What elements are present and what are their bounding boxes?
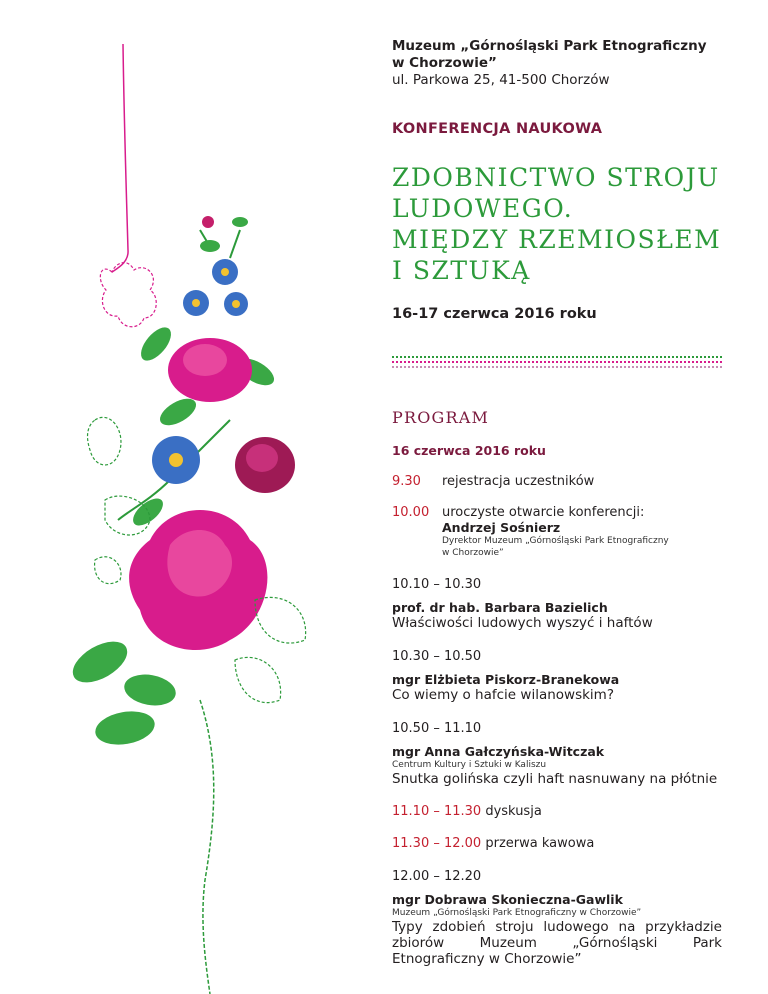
program-item xyxy=(392,505,722,559)
title-line-3: MIĘDZY RZEMIOSŁEM xyxy=(392,225,722,254)
item-time: 11.30 – 12.00 xyxy=(392,836,482,851)
dotted-divider xyxy=(392,356,722,368)
program-item xyxy=(392,836,722,851)
pink-rose-large xyxy=(129,510,267,650)
museum-name-line1: Muzeum „Górnośląski Park Etnograficzny xyxy=(392,38,707,54)
item-text: dyskusja xyxy=(485,804,542,819)
program-item xyxy=(392,649,722,703)
item-time: 10.10 – 10.30 xyxy=(392,577,482,592)
dashed-bud-outline xyxy=(100,263,156,327)
speaker-affiliation-cont: w Chorzowie” xyxy=(442,548,504,558)
museum-address: ul. Parkowa 25, 41-500 Chorzów xyxy=(392,72,610,88)
conference-title xyxy=(392,162,722,286)
speaker-name: mgr Anna Gałczyńska-Witczak xyxy=(392,744,605,759)
item-text: przerwa kawowa xyxy=(485,836,595,851)
museum-name-line2: w Chorzowie” xyxy=(392,55,497,71)
item-time: 12.00 – 12.20 xyxy=(392,869,482,884)
program-item xyxy=(392,577,722,631)
top-leaf xyxy=(232,217,248,227)
speaker-affiliation: Centrum Kultury i Sztuki w Kaliszu xyxy=(392,760,547,770)
small-rosebud xyxy=(202,216,214,228)
pink-thread-line xyxy=(112,44,128,272)
item-time: 9.30 xyxy=(392,474,421,489)
program-item xyxy=(392,804,722,819)
lower-stem xyxy=(200,700,214,994)
speaker-name: Andrzej Sośnierz xyxy=(442,520,561,535)
pink-rose-medium xyxy=(168,338,252,402)
speaker-name: mgr Dobrawa Skonieczna-Gawlik xyxy=(392,892,623,907)
item-time: 10.00 xyxy=(392,505,430,520)
speaker-affiliation: Muzeum „Górnośląski Park Etnograficzny w Chorzowie” xyxy=(392,908,642,918)
talk-topic: Właściwości ludowych wyszyć i haftów xyxy=(392,615,653,631)
crimson-rose-small xyxy=(235,437,295,493)
program-item xyxy=(392,721,722,787)
item-time: 10.50 – 11.10 xyxy=(392,721,482,736)
program-heading: PROGRAM xyxy=(392,408,490,427)
poster-content xyxy=(392,38,722,967)
title-line-2: LUDOWEGO. xyxy=(392,194,574,223)
conference-label: KONFERENCJA NAUKOWA xyxy=(392,121,603,137)
talk-topic: Snutka golińska czyli haft nasnuwany na płótnie xyxy=(392,771,718,787)
speaker-name: prof. dr hab. Barbara Bazielich xyxy=(392,600,608,615)
program-item xyxy=(392,869,722,967)
item-text: rejestracja uczestników xyxy=(442,474,595,489)
talk-topic: Co wiemy o hafcie wilanowskim? xyxy=(392,687,614,703)
talk-topic: Typy zdobień stroju ludowego na przykładzie zbiorów Muzeum „Górnośląski Park Etnograficzny w Chorzowie” xyxy=(392,919,722,967)
conference-dates: 16-17 czerwca 2016 roku xyxy=(392,306,597,322)
speaker-affiliation: Dyrektor Muzeum „Górnośląski Park Etnograficzny xyxy=(442,536,669,546)
day-heading: 16 czerwca 2016 roku xyxy=(392,443,546,458)
speaker-name: mgr Elżbieta Piskorz-Branekowa xyxy=(392,672,620,687)
title-line-1: ZDOBNICTWO STROJU xyxy=(392,163,720,192)
title-line-4: I SZTUKĄ xyxy=(392,256,531,285)
item-text: uroczyste otwarcie konferencji: xyxy=(442,505,645,520)
item-time: 11.10 – 11.30 xyxy=(392,804,482,819)
program-item xyxy=(392,474,722,489)
item-time: 10.30 – 10.50 xyxy=(392,649,482,664)
